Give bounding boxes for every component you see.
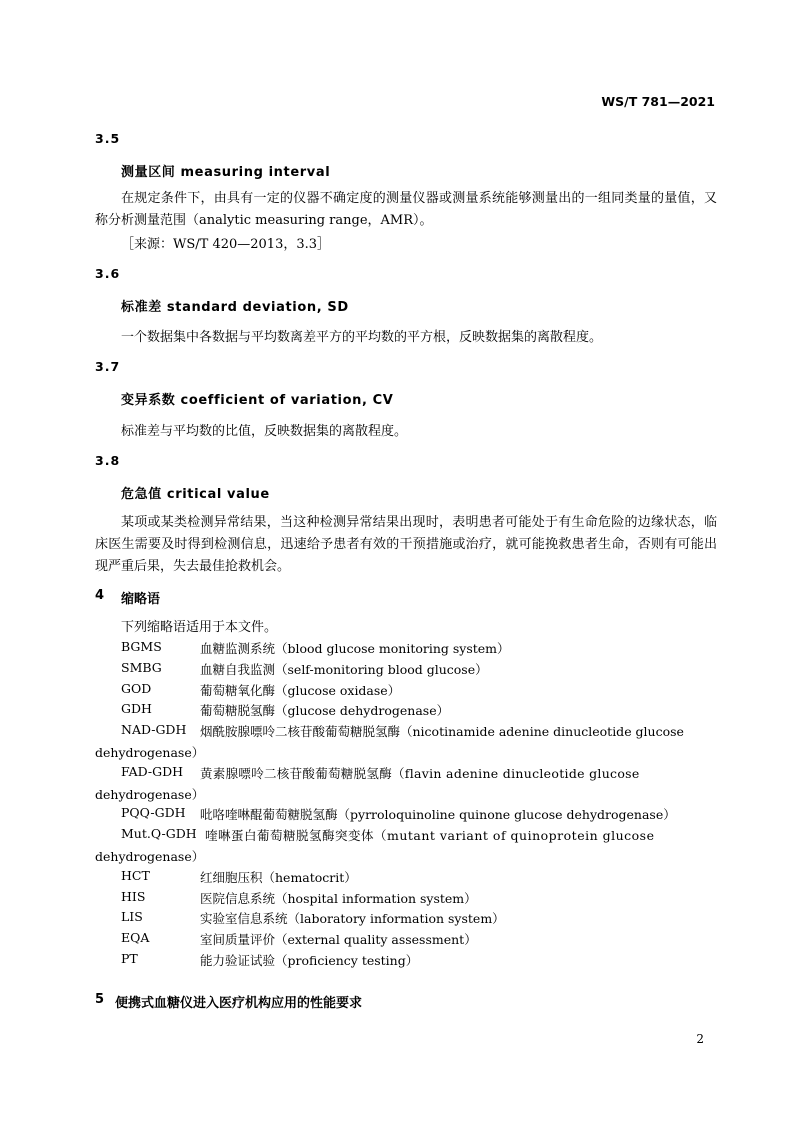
abbr-definition: 能力验证试验（proficiency testing） (200, 953, 419, 968)
section-4-title: 缩略语 (121, 592, 161, 607)
abbr-definition: 烟酰胺腺嘌呤二核苷酸葡萄糖脱氢酶（nicotinamide adenine dinucleotide glucose (200, 724, 684, 739)
abbr-definition: 血糖自我监测（self-monitoring blood glucose） (200, 662, 488, 677)
abbr-definition: 葡萄糖氧化酶（glucose oxidase） (200, 683, 401, 698)
abbr-code: PQQ-GDH (121, 805, 186, 820)
abbreviations-intro: 下列缩略语适用于本文件。 (121, 620, 278, 635)
section-5-number: 5 (95, 992, 105, 1007)
clause-number-3-5: 3.5 (95, 131, 121, 146)
section-4-number: 4 (95, 588, 105, 603)
abbr-definition: 血糖监测系统（blood glucose monitoring system） (200, 641, 510, 656)
clause-number-3-8: 3.8 (95, 453, 121, 468)
abbr-code: GDH (121, 701, 152, 716)
abbr-definition: 红细胞压积（hematocrit） (200, 870, 357, 885)
abbr-code: LIS (121, 909, 143, 924)
abbr-code: BGMS (121, 639, 162, 654)
abbr-code: EQA (121, 930, 150, 945)
abbr-code: HCT (121, 868, 150, 883)
abbr-definition: 吡咯喹啉醌葡萄糖脱氢酶（pyrroloquinoline quinone glucose dehydrogenase） (200, 807, 676, 822)
clause-number-3-7: 3.7 (95, 359, 121, 374)
abbr-definition-continuation: dehydrogenase） (95, 745, 205, 760)
abbr-code: FAD-GDH (121, 764, 183, 779)
definition-standard-deviation: 一个数据集中各数据与平均数离差平方的平均数的平方根，反映数据集的离散程度。 (121, 330, 603, 345)
definition-measuring-interval: 在规定条件下，由具有一定的仪器不确定度的测量仪器或测量系统能够测量出的一组同类量的量值，又称分析测量范围（analytic measuring range，AMR）。 (95, 191, 717, 228)
abbr-definition: 葡萄糖脱氢酶（glucose dehydrogenase） (200, 703, 450, 718)
abbr-definition: 喹啉蛋白葡萄糖脱氢酶突变体（mutant variant of quinoprotein glucose (205, 828, 655, 843)
abbr-definition-continuation: dehydrogenase） (95, 849, 205, 864)
abbr-definition-continuation: dehydrogenase） (95, 787, 205, 802)
abbr-code: PT (121, 951, 138, 966)
definition-critical-value: 某项或某类检测异常结果，当这种检测异常结果出现时，表明患者可能处于有生命危险的边缘状态，临床医生需要及时得到检测信息，迅速给予患者有效的干预措施或治疗，就可能挽救患者生命，否则有可能出现严重后果，失去最佳抢救机会。 (95, 515, 717, 574)
term-standard-deviation: 标准差 standard deviation, SD (121, 300, 349, 315)
abbr-definition: 实验室信息系统（laboratory information system） (200, 911, 505, 926)
abbr-definition: 室间质量评价（external quality assessment） (200, 932, 477, 947)
term-measuring-interval: 测量区间 measuring interval (121, 165, 331, 180)
definition-coefficient-of-variation: 标准差与平均数的比值，反映数据集的离散程度。 (121, 424, 408, 439)
term-critical-value: 危急值 critical value (121, 487, 270, 502)
abbr-code: GOD (121, 681, 152, 696)
standard-number: WS/T 781—2021 (601, 94, 715, 109)
section-5-title: 便携式血糖仪进入医疗机构应用的性能要求 (115, 996, 363, 1011)
abbr-definition: 黄素腺嘌呤二核苷酸葡萄糖脱氢酶（flavin adenine dinucleotide glucose (200, 766, 640, 781)
page-number: 2 (696, 1032, 704, 1046)
abbr-code: HIS (121, 889, 146, 904)
abbr-code: SMBG (121, 660, 162, 675)
abbr-definition: 医院信息系统（hospital information system） (200, 891, 477, 906)
clause-number-3-6: 3.6 (95, 266, 121, 281)
source-note: ［来源：WS/T 420—2013，3.3］ (121, 237, 331, 252)
abbr-code: Mut.Q-GDH (121, 826, 197, 841)
term-coefficient-of-variation: 变异系数 coefficient of variation, CV (121, 393, 394, 408)
abbr-code: NAD-GDH (121, 722, 187, 737)
